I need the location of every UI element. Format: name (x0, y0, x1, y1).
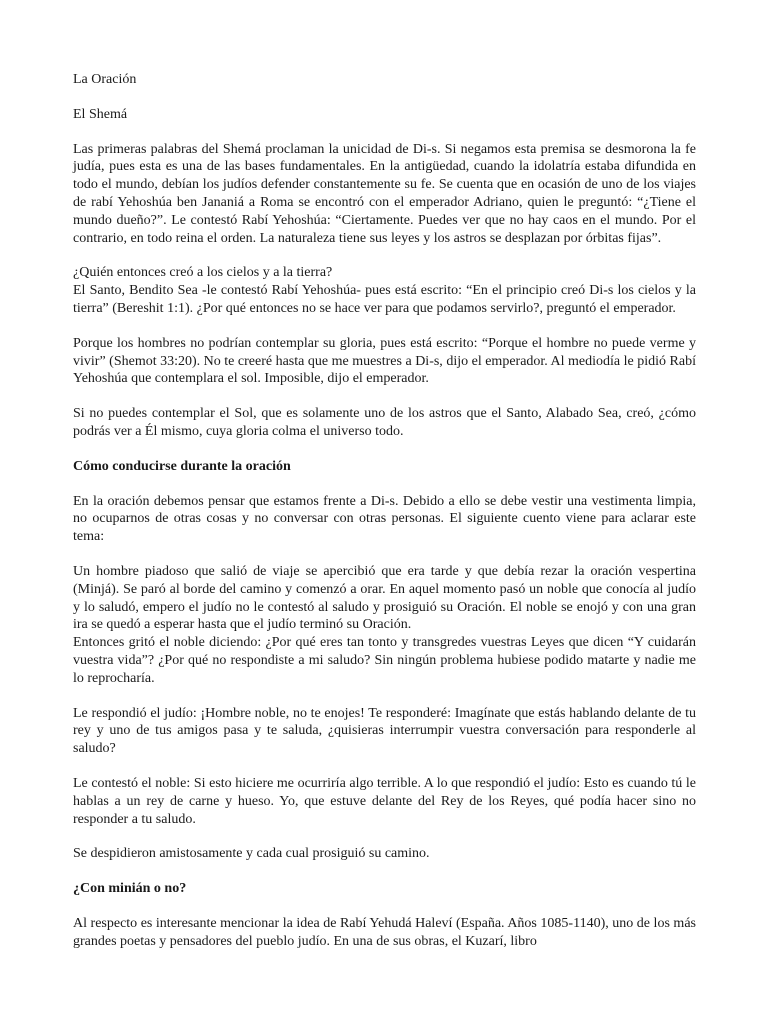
paragraph-respondio: Le respondió el judío: ¡Hombre noble, no te enojes! Te responderé: Imagínate que estás hablando delante de tu rey y uno de tus amigos pasa y te saluda, ¿quisieras interrumpir vuestra conversación para responderle al saludo? (73, 705, 696, 757)
dialogue-answer: El Santo, Bendito Sea -le contestó Rabí Yehoshúa- pues está escrito: “En el principio creó Di-s los cielos y la tierra” (Bereshit 1:1). ¿Por qué entonces no se hace ver para que podamos servirlo?, preguntó el emperador. (73, 283, 696, 316)
paragraph-sol: Si no puedes contemplar el Sol, que es solamente uno de los astros que el Santo, Alabado Sea, creó, ¿cómo podrás ver a Él mismo, cuya gloria colma el universo todo. (73, 406, 696, 439)
paragraph-despidieron: Se despidieron amistosamente y cada cual prosiguió su camino. (73, 846, 430, 862)
dialogue-question: ¿Quién entonces creó a los cielos y a la tierra? (73, 265, 333, 281)
paragraph-respecto: Al respecto es interesante mencionar la idea de Rabí Yehudá Haleví (España. Años 1085-1140), uno de los más grandes poetas y pensadores del pueblo judío. En una de sus obras, el Kuzarí, libro (73, 915, 696, 949)
paragraph-hombre: Un hombre piadoso que salió de viaje se apercibió que era tarde y que debía rezar la oración vespertina (Minjá). Se paró al borde del camino y comenzó a orar. En aquel momento pasó un noble que conocía al judío y lo saludó, empero el judío no le contestó al saludo y prosiguió su Oración. El noble se enojó y con una gran ira se quedó a esperar hasta que el judío terminó su Oración. (73, 563, 696, 633)
paragraph-hombre-grito (73, 563, 696, 688)
section-heading-conducirse: Cómo conducirse durante la oración (73, 458, 291, 474)
paragraph-dialogue (73, 264, 696, 317)
document-page (73, 71, 696, 967)
document-subtitle: El Shemá (73, 106, 128, 122)
paragraph-gloria: Porque los hombres no podrían contemplar su gloria, pues está escrito: “Porque el hombre no puede verme y vivir” (Shemot 33:20). No te creeré hasta que me muestres a Di-s, dijo el emperador. Al mediodía le pidió Rabí Yehoshúa que contemplara el sol. Imposible, dijo el emperador. (73, 335, 696, 387)
paragraph-grito: Entonces gritó el noble diciendo: ¿Por qué eres tan tonto y transgredes vuestras Leyes que dicen “Y cuidarán vuestra vida”? ¿Por qué no respondiste a mi saludo? Sin ningún problema hubiese podido matarte y nadie me lo reprocharía. (73, 635, 696, 686)
paragraph-intro: Las primeras palabras del Shemá proclaman la unicidad de Di-s. Si negamos esta premisa se desmorona la fe judía, pues esta es una de las bases fundamentales. En la antigüedad, cuando la idolatría estaba difundida en todo el mundo, debían los judíos defender constantemente su fe. Se cuenta que en ocasión de uno de los viajes de rabí Yehoshúa ben Jananiá a Roma se encontró con el emperador Adriano, quien le preguntó: “¿Tiene el mundo dueño?”. Le contestó Rabí Yehoshúa: “Ciertamente. Puedes ver que no hay caos en el mundo. Por el contrario, en todo reina el orden. La naturaleza tiene sus leyes y los astros se desplazan por órbitas fijas”. (73, 141, 696, 246)
section-heading-minian: ¿Con minián o no? (73, 881, 187, 897)
paragraph-frente: En la oración debemos pensar que estamos frente a Di-s. Debido a ello se debe vestir una vestimenta limpia, no ocuparnos de otras cosas y no conversar con otras personas. El siguiente cuento viene para aclarar este tema: (73, 493, 696, 545)
document-title: La Oración (73, 72, 137, 87)
paragraph-contesto: Le contestó el noble: Si esto hiciere me ocurriría algo terrible. A lo que respondió el judío: Esto es cuando tú le hablas a un rey de carne y hueso. Yo, que estuve delante del Rey de los Reyes, qué podía hacer sino no responder a tu saludo. (73, 775, 696, 827)
